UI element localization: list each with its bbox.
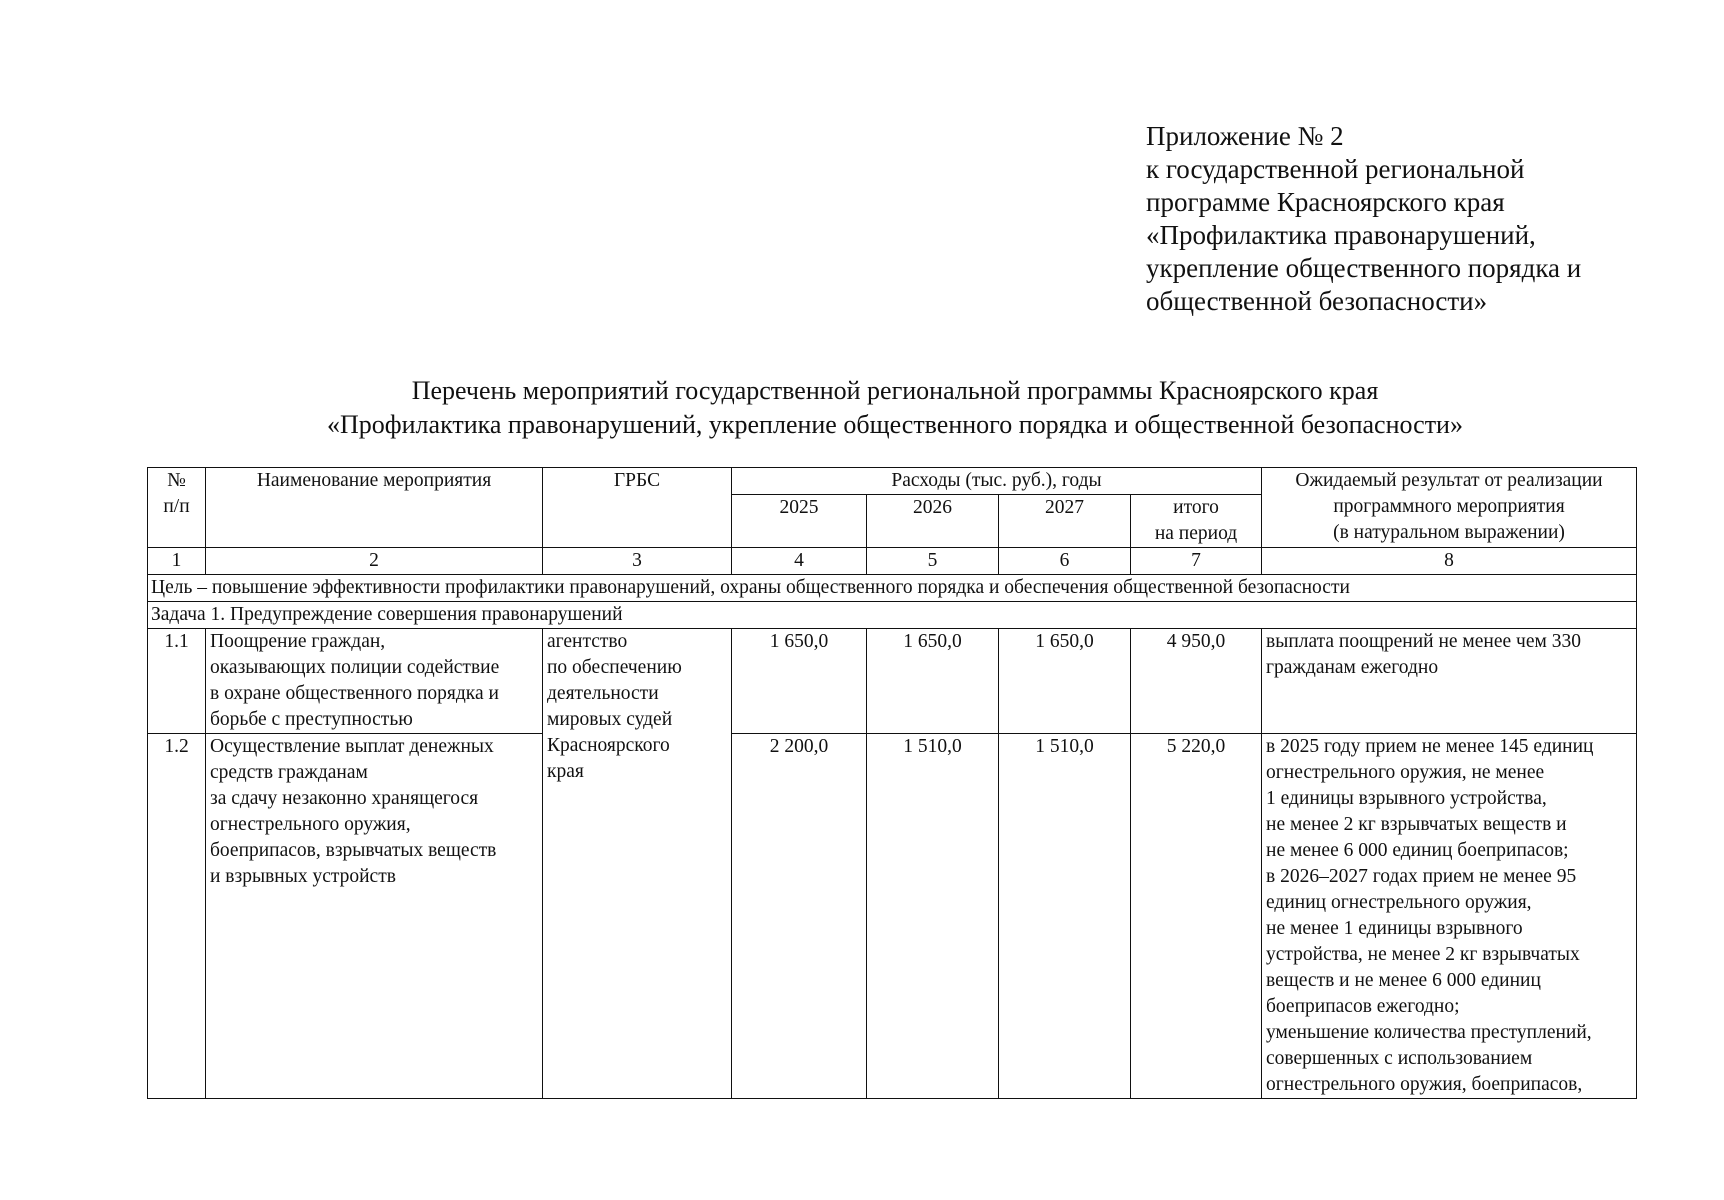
header-result: Ожидаемый результат от реализации программного мероприятия (в натуральном выражении) (1262, 468, 1637, 548)
column-number-row (148, 548, 1637, 575)
appendix-line: Приложение № 2 (1146, 121, 1344, 151)
grbs-cell: агентство по обеспечению деятельности мировых судей Красноярского края (543, 629, 732, 1099)
goal-row (148, 575, 1637, 602)
column-number: 2 (206, 548, 543, 575)
title-line-1: Перечень мероприятий государственной региональной программы Красноярского края (411, 376, 1379, 405)
task-text: Задача 1. Предупреждение совершения правонарушений (148, 602, 1637, 629)
column-number: 1 (148, 548, 206, 575)
expected-result: в 2025 году прием не менее 145 единиц огнестрельного оружия, не менее 1 единицы взрывного устройства, не менее 2 кг взрывчатых веществ и не менее 6 000 единиц боеприпасов; в 2026–2027 годах прием не менее 95 единиц огнестрельного оружия, не менее 1 единицы взрывного устройства, не менее 2 кг взрывчатых веществ и не менее 6 000 единиц боеприпасов ежегодно; уменьшение количества преступлений, совершенных с использованием огнестрельного оружия, боеприпасов, (1262, 734, 1637, 1099)
column-number: 8 (1262, 548, 1637, 575)
appendix-line: укрепление общественного порядка и (1146, 253, 1582, 283)
appendix-line: «Профилактика правонарушений, (1146, 220, 1536, 250)
table-row (148, 734, 1637, 1099)
goal-text: Цель – повышение эффективности профилактики правонарушений, охраны общественного порядка и обеспечения общественной безопасности (148, 575, 1637, 602)
document-title (0, 374, 1724, 442)
header-2025: 2025 (732, 495, 867, 548)
row-number: 1.2 (148, 734, 206, 1099)
header-2026: 2026 (867, 495, 999, 548)
column-number: 6 (999, 548, 1131, 575)
header-grbs: ГРБС (543, 468, 732, 548)
expected-result: выплата поощрений не менее чем 330 гражданам ежегодно (1262, 629, 1637, 734)
measures-table (147, 467, 1637, 1099)
amount-2027: 1 510,0 (999, 734, 1131, 1099)
row-number: 1.1 (148, 629, 206, 734)
column-number: 7 (1131, 548, 1262, 575)
appendix-header (1146, 120, 1581, 318)
header-expenses: Расходы (тыс. руб.), годы (732, 468, 1262, 495)
measure-name: Поощрение граждан, оказывающих полиции содействие в охране общественного порядка и борьбе с преступностью (206, 629, 543, 734)
appendix-line: программе Красноярского края (1146, 187, 1505, 217)
header-name: Наименование мероприятия (206, 468, 543, 548)
amount-2026: 1 510,0 (867, 734, 999, 1099)
header-total: итого на период (1131, 495, 1262, 548)
column-number: 4 (732, 548, 867, 575)
amount-total: 4 950,0 (1131, 629, 1262, 734)
amount-2025: 1 650,0 (732, 629, 867, 734)
amount-2027: 1 650,0 (999, 629, 1131, 734)
appendix-line: общественной безопасности» (1146, 286, 1488, 316)
header-2027: 2027 (999, 495, 1131, 548)
appendix-line: к государственной региональной (1146, 154, 1525, 184)
column-number: 5 (867, 548, 999, 575)
amount-2026: 1 650,0 (867, 629, 999, 734)
header-num: № п/п (148, 468, 206, 548)
table-row (148, 629, 1637, 734)
measure-name: Осуществление выплат денежных средств гражданам за сдачу незаконно хранящегося огнестрельного оружия, боеприпасов, взрывчатых веществ и взрывных устройств (206, 734, 543, 1099)
task-row (148, 602, 1637, 629)
header-row-1 (148, 468, 1637, 495)
amount-total: 5 220,0 (1131, 734, 1262, 1099)
title-line-2: «Профилактика правонарушений, укрепление общественного порядка и общественной безопасности» (327, 410, 1463, 439)
amount-2025: 2 200,0 (732, 734, 867, 1099)
column-number: 3 (543, 548, 732, 575)
